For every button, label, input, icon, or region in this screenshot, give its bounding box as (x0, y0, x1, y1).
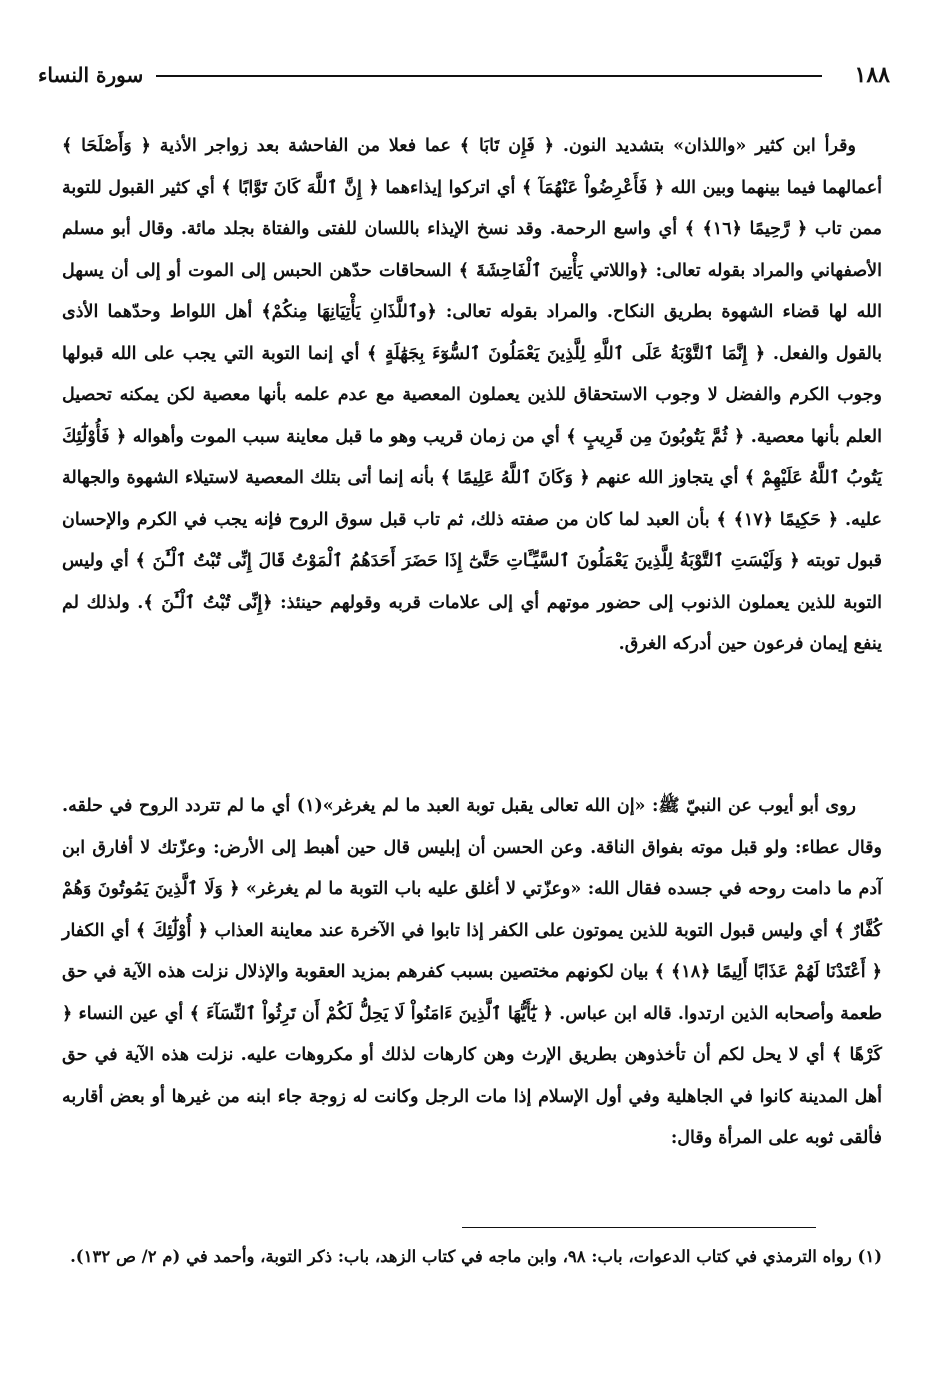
paragraph-1 (62, 126, 882, 666)
page-header (38, 62, 890, 92)
footnote-rule (462, 1227, 816, 1228)
surah-name: سورة النساء (38, 63, 144, 87)
page-number: ١٨٨ (854, 62, 890, 88)
paragraph-2-text: روى أبو أيوب عن النبيّ ﷺ: «إن الله تعالى يقبل توبة العبد ما لم يغرغر»(١) أي ما لم تتردد الروح في حلقه. وقال عطاء: ولو قبل موته بفواق الناقة. وعن الحسن أن إبليس قال حين أهبط إلى الأرض: وعزّتك لا أفارق ابن آدم ما دامت روحه في جسده فقال الله: «وعزّتي لا أغلق عليه باب التوبة ما لم يغرغر» ﴿ وَلَا ٱلَّذِينَ يَمُوتُونَ وَهُمْ كُفَّارٌ ﴾ أي وليس قبول التوبة للذين يموتون على الكفر إذا تابوا في الآخرة عند معاينة العذاب ﴿ أُوْلَٰٓئِكَ ﴾ أي الكفار ﴿ أَعْتَدْنَا لَهُمْ عَذَابًا أَلِيمًا ﴿١٨﴾ ﴾ بيان لكونهم مختصين بسبب كفرهم بمزيد العقوبة والإذلال نزلت هذه الآية في حق طعمة وأصحابه الذين ارتدوا. قاله ابن عباس. ﴿ يَٰٓأَيُّهَا ٱلَّذِينَ ءَامَنُواْ لَا يَحِلُّ لَكُمْ أَن تَرِثُواْ ٱلنِّسَآءَ ﴾ أي عين النساء ﴿ كَرْهًا ﴾ أي لا يحل لكم أن تأخذوهن بطريق الإرث وهن كارهات لذلك أو مكروهات عليه. نزلت هذه الآية في حق أهل المدينة كانوا في الجاهلية وفي أول الإسلام إذا مات الرجل وكانت له زوجة جاء ابنه من غيرها أو بعض أقاربه فألقى ثوبه على المرأة وقال: (62, 796, 882, 1148)
header-rule (156, 75, 822, 77)
footnote-text: (١) رواه الترمذي في كتاب الدعوات، باب: ٩٨، وابن ماجه في كتاب الزهد، باب: ذكر التوبة، وأحمد في (م ٢/ ص ١٣٢). (70, 1247, 882, 1266)
paragraph-1-text: وقرأ ابن كثير «واللذان» بتشديد النون. ﴿ فَإِن تَابَا ﴾ عما فعلا من الفاحشة بعد زواجر الأذية ﴿ وَأَصْلَحَا ﴾ أعمالهما فيما بينهما وبين الله ﴿ فَأَعْرِضُواْ عَنْهُمَآ ﴾ أي اتركوا إيذاءهما ﴿ إِنَّ ٱللَّهَ كَانَ تَوَّابًا ﴾ أي كثير القبول للتوبة ممن تاب ﴿ رَّحِيمًا ﴿١٦﴾ ﴾ أي واسع الرحمة. وقد نسخ الإيذاء باللسان للفتى والفتاة بجلد مائة. وقال أبو مسلم الأصفهاني والمراد بقوله تعالى: ﴿واللاتي يَأْتِينَ ٱلْفَاحِشَةَ ﴾ السحاقات حدّهن الحبس إلى الموت أو إلى أن يسهل الله لها قضاء الشهوة بطريق النكاح. والمراد بقوله تعالى: ﴿وٱللَّذَانِ يَأْتِيَانِهَا مِنكُمْ﴾ أهل اللواط وحدّهما الأذى بالقول والفعل. ﴿ إِنَّمَا ٱلتَّوْبَةُ عَلَى ٱللَّهِ لِلَّذِينَ يَعْمَلُونَ ٱلسُّوٓءَ بِجَهَٰلَةٍ ﴾ أي إنما التوبة التي يجب على الله قبولها وجوب الكرم والفضل لا وجوب الاستحقاق للذين يعملون المعصية مع عدم علمه بأنها معصية لكن يمكنه تحصيل العلم بأنها معصية. ﴿ ثُمَّ يَتُوبُونَ مِن قَرِيبٍ ﴾ أي من زمان قريب وهو ما قبل معاينة سبب الموت وأهواله ﴿ فَأُوْلَٰٓئِكَ يَتُوبُ ٱللَّهُ عَلَيْهِمْ ﴾ أي يتجاوز الله عنهم ﴿ وَكَانَ ٱللَّهُ عَلِيمًا ﴾ بأنه إنما أتى بتلك المعصية لاستيلاء الشهوة والجهالة عليه. ﴿ حَكِيمًا ﴿١٧﴾ ﴾ بأن العبد لما كان من صفته ذلك، ثم تاب قبل سوق الروح فإنه يجب في الكرم والإحسان قبول توبته ﴿ وَلَيْسَتِ ٱلتَّوْبَةُ لِلَّذِينَ يَعْمَلُونَ ٱلسَّيِّـَٔاتِ حَتَّىٰٓ إِذَا حَضَرَ أَحَدَهُمُ ٱلْمَوْتُ قَالَ إِنِّى تُبْتُ ٱلْـَٰٔنَ ﴾ أي وليس التوبة للذين يعملون الذنوب إلى حضور موتهم أي إلى علامات قربه وقولهم حينئذ: ﴿إِنِّى تُبْتُ ٱلْـَٰٔنَ ﴾. ولذلك لم ينفع إيمان فرعون حين أدركه الغرق. (62, 136, 882, 654)
footnote (62, 1240, 882, 1274)
paragraph-2 (62, 786, 882, 1160)
